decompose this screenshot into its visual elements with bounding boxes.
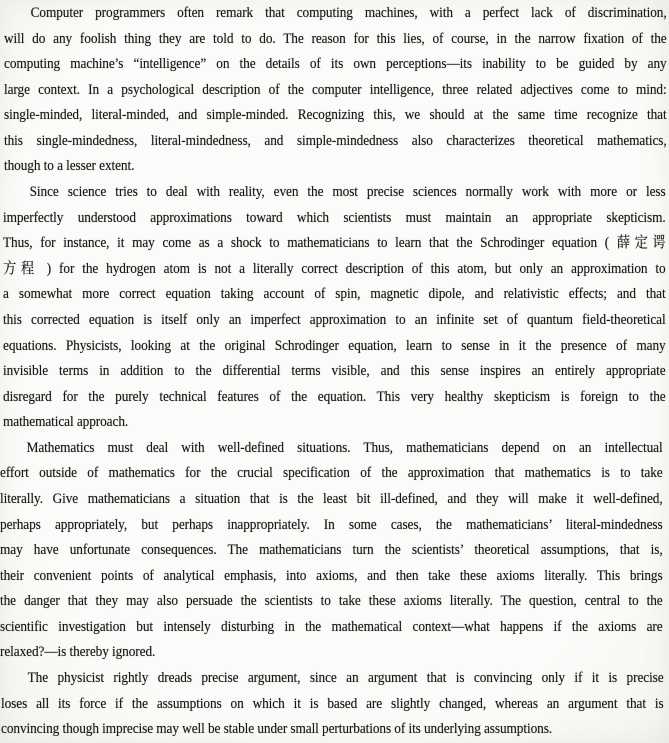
text-line: large context. In a psychological description of the computer intelligence, three related adjectives come to mind: [4, 81, 667, 98]
text-line: single-minded, literal-minded, and simple-minded. Recognizing this, we should at the same time recognize that [4, 107, 667, 124]
text-line: may have unfortunate consequences. The mathematicians turn the scientists’ theoretical assumptions, that is, [0, 542, 663, 559]
text-line: will do any foolish thing they are told to do. The reason for this lies, of course, in the narrow fixation of the [4, 30, 667, 47]
text-line: though to a lesser extent. [4, 158, 135, 175]
paragraph-4 [1, 666, 669, 743]
paragraph-3 [0, 436, 669, 666]
text-line: equations. Physicists, looking at the original Schrodinger equation, learn to sense in it the presence of many [3, 337, 666, 354]
text-line: relaxed?—is thereby ignored. [0, 644, 156, 661]
text-line: a somewhat more correct equation taking account of spin, magnetic dipole, and relativistic effects; and that [3, 286, 666, 303]
text-line: loses all its force if the assumptions on which it is based are slightly changed, whereas an argument that is [1, 695, 664, 712]
text-line: their convenient points of analytical emphasis, into axioms, and then take these axioms literally. This brings [0, 567, 663, 584]
text-line: imperfectly understood approximations toward which scientists must maintain an appropriate skepticism. [3, 209, 666, 226]
text-line: this single-mindedness, literal-mindedness, and simple-mindedness also characterizes theoretical mathematics, [4, 132, 667, 149]
text-line: Mathematics must deal with well-defined situations. Thus, mathematicians depend on an intellectual [26, 439, 663, 456]
text-line: Thus, for instance, it may come as a shock to mathematicians to learn that the Schrodinger equation ( 薛定谔 [3, 235, 666, 252]
text-line: Computer programmers often remark that computing machines, with a perfect lack of discrimination, [30, 5, 667, 21]
text-line: Since science tries to deal with reality, even the most precise sciences normally work with more or less [29, 184, 666, 201]
text-line: computing machine’s “intelligence” on the details of its own perceptions—its inability to be guided by any [4, 56, 667, 73]
text-line: invisible terms in addition to the differential terms visible, and this sense inspires an entirely appropriate [3, 363, 666, 380]
text-line: the danger that they may also persuade the scientists to take these axioms literally. The question, central to the [0, 593, 663, 610]
text-line: The physicist rightly dreads precise argument, since an argument that is convincing only if it is precise [27, 670, 664, 687]
text-line: effort outside of mathematics for the crucial specification of the approximation that mathematics is to take [0, 465, 663, 482]
text-line: scientific investigation but intensely disturbing in the mathematical context—what happens if the axioms are [0, 618, 663, 635]
text-line: convincing though imprecise may well be stable under small perturbations of its underlying assumptions. [1, 721, 553, 738]
text-line: mathematical approach. [3, 414, 129, 431]
text-line: perhaps appropriately, but perhaps inappropriately. In some cases, the mathematicians’ literal-mindedness [0, 516, 663, 533]
paragraph-1 [4, 1, 669, 180]
text-line: 方程 ) for the hydrogen atom is not a literally correct description of this atom, but only an approximation to [3, 260, 666, 277]
paragraph-2 [3, 180, 669, 436]
text-line: disregard for the purely technical features of the equation. This very healthy skepticism is foreign to the [3, 388, 666, 405]
text-line: this corrected equation is itself only an imperfect approximation to an infinite set of quantum field-theoretical [3, 311, 666, 328]
text-line: literally. Give mathematicians a situation that is the least bit ill-defined, and they will make it well-defined, [0, 490, 663, 507]
